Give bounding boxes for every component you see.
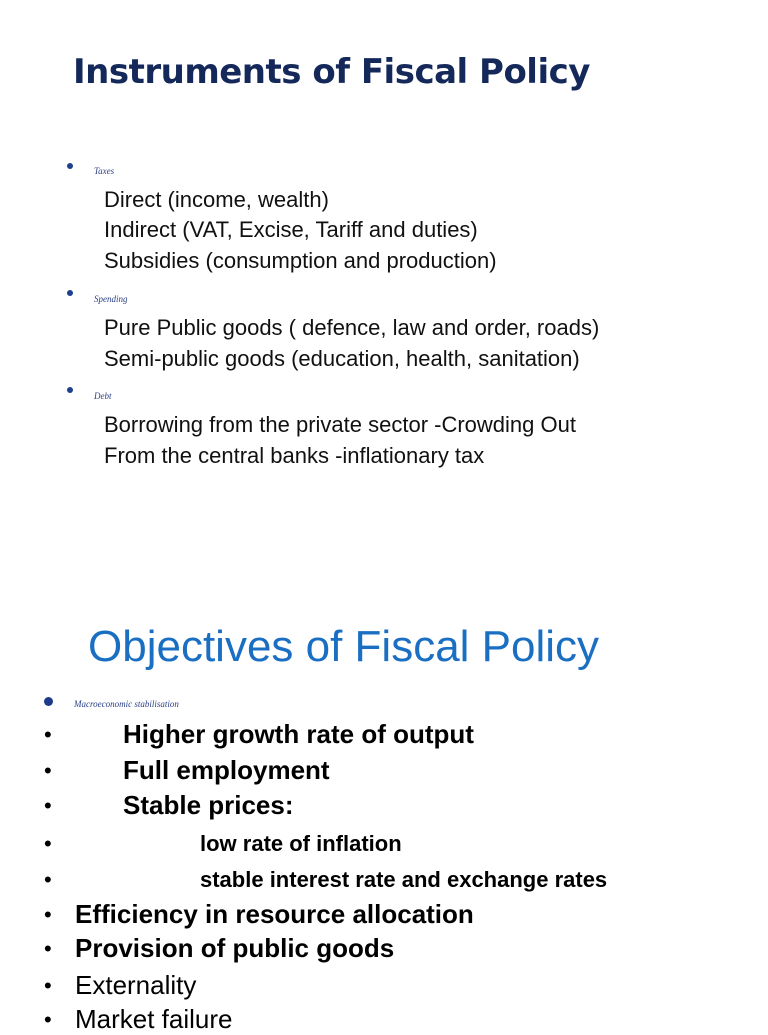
bullet-char: • (44, 936, 52, 961)
objective-item: Stable prices: (123, 790, 294, 820)
taxes-line-indirect: Indirect (VAT, Excise, Tariff and duties) (104, 217, 478, 242)
spending-line-semi-public: Semi-public goods (education, health, sanitation) (104, 346, 580, 371)
bullet-char: • (44, 973, 52, 998)
objective-item: Higher growth rate of output (123, 719, 474, 749)
objective-item: Externality (75, 970, 197, 1000)
objective-intro-label: Macroeconomic stabilisation (74, 699, 179, 709)
bullet-char: • (44, 722, 52, 747)
objective-item: Provision of public goods (75, 933, 395, 963)
debt-line-central: From the central banks -inflationary tax (104, 443, 485, 468)
bullet-dot (67, 387, 73, 393)
group-label-debt: Debt (94, 391, 112, 401)
group-label-spending: Spending (94, 294, 128, 304)
taxes-line-subsidies: Subsidies (consumption and production) (104, 248, 497, 273)
bullet-dot (67, 290, 73, 296)
objective-subitem: stable interest rate and exchange rates (200, 867, 608, 892)
objective-item: Efficiency in resource allocation (75, 899, 474, 929)
debt-line-private: Borrowing from the private sector -Crowding Out (104, 412, 576, 437)
bullet-char: • (44, 902, 52, 927)
slide1-title: Instruments of Fiscal Policy (73, 52, 590, 92)
bullet-dot (44, 697, 53, 706)
spending-line-pure-public: Pure Public goods ( defence, law and order, roads) (104, 315, 600, 340)
bullet-char: • (44, 1007, 52, 1032)
bullet-char: • (44, 831, 52, 856)
objective-item: Full employment (123, 755, 330, 785)
objective-item: Market failure (75, 1004, 233, 1034)
bullet-char: • (44, 793, 52, 818)
group-label-taxes: Taxes (94, 166, 115, 176)
bullet-dot (67, 163, 73, 169)
taxes-line-direct: Direct (income, wealth) (104, 187, 329, 212)
bullet-char: • (44, 867, 52, 892)
objective-subitem: low rate of inflation (200, 831, 402, 856)
bullet-char: • (44, 758, 52, 783)
slide2-title: Objectives of Fiscal Policy (88, 622, 600, 671)
